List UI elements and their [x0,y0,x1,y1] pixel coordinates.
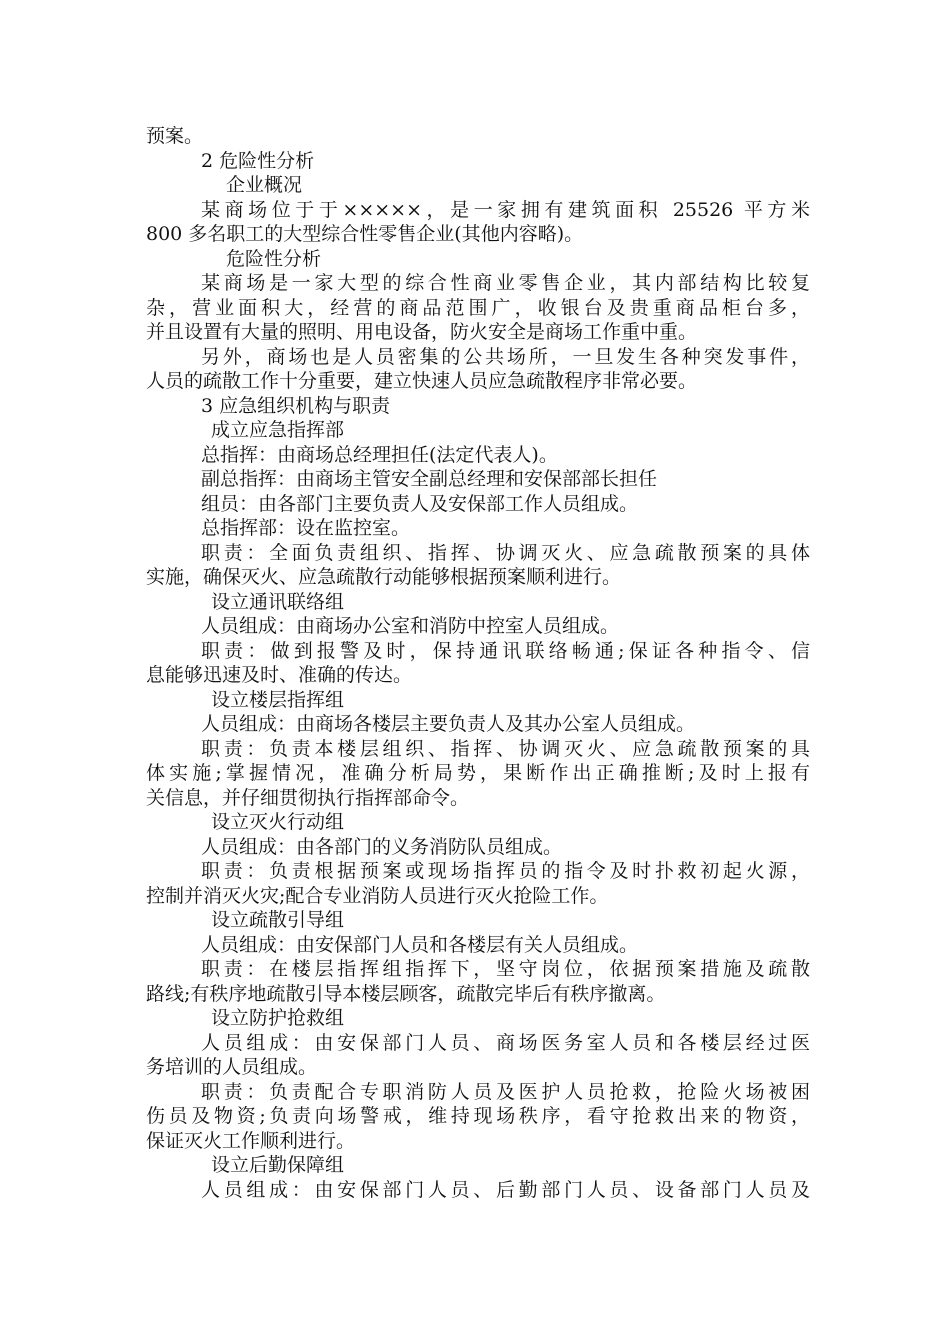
subsection-heading: 设立楼层指挥组 [211,688,345,711]
paragraph-line: 800 多名职工的大型综合性零售企业(其他内容略)。 [146,223,584,245]
paragraph-line: 人员组成：由安保部门人员、后勤部门人员、设备部门人员及 [201,1178,810,1201]
paragraph-line: 杂，营业面积大，经营的商品范围广，收银台及贵重商品柜台多， [146,296,810,319]
paragraph-line: 职责：负责配合专职消防人员及医护人员抢救，抢险火场被困 [201,1080,810,1103]
paragraph-line: 职责：负责本楼层组织、指挥、协调灭火、应急疏散预案的具 [201,737,810,760]
paragraph-line: 某商场是一家大型的综合性商业零售企业，其内部结构比较复 [201,272,810,294]
subsection-heading: 企业概况 [226,174,303,196]
paragraph-line: 实施，确保灭火、应急疏散行动能够根据预案顺利进行。 [146,566,622,588]
subsection-heading: 设立疏散引导组 [211,909,345,931]
paragraph-line: 息能够迅速及时、准确的传达。 [146,664,413,686]
section-heading: 3 应急组织机构与职责 [201,394,391,417]
paragraph-line: 人员组成：由各部门的义务消防队员组成。 [201,835,563,858]
subsection-heading: 设立灭火行动组 [211,811,345,833]
paragraph-line: 另外，商场也是人员密集的公共场所，一旦发生各种突发事件， [201,345,810,368]
paragraph-line: 职责：负责根据预案或现场指挥员的指令及时扑救初起火源， [201,860,810,882]
paragraph-line: 关信息，并仔细贯彻执行指挥部命令。 [146,786,470,809]
paragraph-line: 人员组成：由商场办公室和消防中控室人员组成。 [201,615,620,637]
subsection-heading: 设立防护抢救组 [211,1007,345,1029]
paragraph-line: 保证灭火工作顺利进行。 [146,1129,356,1152]
subsection-heading: 成立应急指挥部 [211,419,345,441]
paragraph-line: 副总指挥：由商场主管安全副总经理和安保部部长担任 [201,468,658,490]
document-body [146,124,810,1202]
paragraph-line: 职责：在楼层指挥组指挥下，坚守岗位，依据预案措施及疏散 [201,958,810,980]
paragraph-line: 总指挥：由商场总经理担任(法定代表人)。 [201,443,558,466]
paragraph-line: 务培训的人员组成。 [146,1056,318,1078]
paragraph-line: 职责：全面负责组织、指挥、协调灭火、应急疏散预案的具体 [201,541,810,564]
paragraph-line: 总指挥部：设在监控室。 [201,517,411,539]
paragraph-line: 人员组成：由商场各楼层主要负责人及其办公室人员组成。 [201,713,696,735]
paragraph-line: 并且设置有大量的照明、用电设备，防火安全是商场工作重中重。 [146,321,698,343]
subsection-heading: 设立后勤保障组 [211,1154,345,1176]
paragraph-line: 人员的疏散工作十分重要，建立快速人员应急疏散程序非常必要。 [146,370,698,392]
text-line: 预案。 [146,125,204,147]
subsection-heading: 设立通讯联络组 [211,590,345,613]
paragraph-line: 控制并消灭火灾;配合专业消防人员进行灭火抢险工作。 [146,884,609,907]
paragraph-line: 路线;有秩序地疏散引导本楼层顾客，疏散完毕后有秩序撤离。 [146,982,666,1005]
section-heading: 2 危险性分析 [201,149,315,172]
paragraph-line: 伤员及物资;负责向场警戒，维持现场秩序，看守抢救出来的物资， [146,1105,810,1127]
paragraph-line: 职责：做到报警及时，保持通讯联络畅通;保证各种指令、信 [201,639,810,662]
subsection-heading: 危险性分析 [226,247,322,270]
paragraph-line: 体实施;掌握情况，准确分析局势，果断作出正确推断;及时上报有 [146,762,810,784]
paragraph-line: 组员：由各部门主要负责人及安保部工作人员组成。 [201,492,639,515]
paragraph-line: 人员组成：由安保部门人员和各楼层有关人员组成。 [201,933,639,956]
paragraph-line: 某商场位于于×××××，是一家拥有建筑面积 25526 平方米 [201,198,810,221]
paragraph-line: 人员组成：由安保部门人员、商场医务室人员和各楼层经过医 [201,1031,810,1054]
